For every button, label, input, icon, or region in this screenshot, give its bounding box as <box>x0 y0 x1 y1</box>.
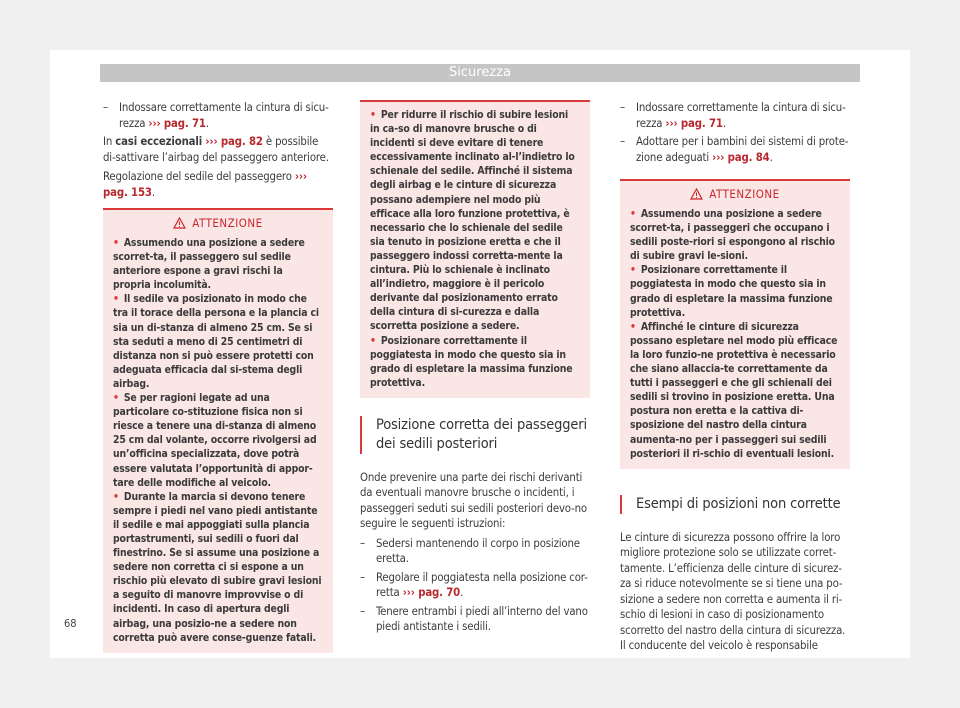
warning-item: • Il sedile va posizionato in modo che tra il torace della persona e la plancia ci sia un di-stanza di almeno 25 cm. Se si sta seduti a meno di 25 centimetri di distanza non si può essere protetti con adeguata efficacia dal si-stema degli airbag. <box>113 293 319 390</box>
section-heading: Posizione corretta dei passeggeri dei sedili posteriori <box>360 416 590 454</box>
warning-item: • Per ridurre il rischio di subire lesioni in ca-so di manovre brusche o di incidenti si deve evitare di tenere eccessivamente inclinato al-l’indietro lo schienale del sedile. Affinché il sistema degli airbag e le cinture di sicurezza possano adempiere nel modo più efficace alla loro funzione protettiva, è necessario che lo schienale del sedile sia tenuto in posizione eretta e che il passeggero indossi corretta-mente la cintura. Più lo schienale è inclinato all’indietro, maggiore è il pericolo derivante dal posizionamento errato della cintura di si-curezza e dalla scorretta posizione a sedere. <box>370 109 575 333</box>
list-item: – Indossare correttamente la cintura di sicu-rezza ››› pag. 71. <box>620 101 846 130</box>
bullet-icon: • <box>113 490 119 503</box>
column-3 <box>620 100 850 658</box>
list-item: – Tenere entrambi i piedi all’interno del vano piedi antistante i sedili. <box>360 604 588 634</box>
page-reference-link[interactable]: ››› pag. 71 <box>148 116 206 130</box>
section-heading: Esempi di posizioni non corrette <box>620 495 850 514</box>
bullet-icon: • <box>113 237 119 249</box>
page-reference-link[interactable]: ››› pag. 82 <box>202 135 263 148</box>
column-2 <box>360 100 590 638</box>
warning-item: • Durante la marcia si devono tenere sempre i piedi nel vano piedi antistante il sedile e mai appoggiati sulla plancia portastrumenti, sui sedili o fuori dal finestrino. Se si assume una posizione a sedere non corretta ci si espone a un rischio più elevato di subire gravi lesioni a seguito di manovre improvvise o di incidenti. In caso di apertura degli airbag, una posizio-ne a sedere non corretta può avere conse-guenze fatali. <box>113 490 322 644</box>
bullet-icon: • <box>630 320 636 333</box>
bullet-icon: • <box>630 208 636 220</box>
bullet-icon: • <box>370 109 376 121</box>
page-reference-link[interactable]: ››› pag. 153 <box>103 170 307 199</box>
warning-item: • Assumendo una posizione a sedere scorret-ta, il passeggero sul sedile anteriore espone a gravi rischi la propria incolumità. <box>113 237 305 292</box>
paragraph: Onde prevenire una parte dei rischi derivanti da eventuali manovre brusche o incidenti, i passeggeri seduti sui sedili posteriori devo-no seguire le seguenti istruzioni: <box>360 470 587 531</box>
dash-glyph: – <box>103 101 108 114</box>
warning-triangle-icon <box>690 188 703 200</box>
page-reference-link[interactable]: ››› pag. 71 <box>665 116 723 130</box>
page-number: 68 <box>64 617 77 630</box>
warning-box-continued <box>360 100 590 398</box>
warning-box <box>620 179 850 469</box>
warning-box <box>103 208 333 653</box>
warning-title: ATTENZIONE <box>113 210 323 236</box>
warning-item: • Affinché le cinture di sicurezza possano espletare nel modo più efficace la loro funzio-ne protettiva è necessario che siano allaccia-te correttamente da tutti i passeggeri e che gli schienali dei sedili si trovino in posizione eretta. Una postura non eretta e la cattiva di-sposizione del nastro della cintura aumenta-no per i passeggeri sui sedili posteriori il ri-schio di eventuali lesioni. <box>630 320 838 460</box>
list-item: – Regolare il poggiatesta nella posizione cor-retta ››› pag. 70. <box>360 570 588 600</box>
page-reference-link[interactable]: ››› pag. 70 <box>402 586 461 600</box>
page-header: Sicurezza <box>100 64 860 82</box>
list-item: – Adottare per i bambini dei sistemi di prote-zione adeguati ››› pag. 84. <box>620 135 849 164</box>
warning-triangle-icon <box>173 217 186 229</box>
paragraph: Le cinture di sicurezza possono offrire la loro migliore protezione solo se utilizzate corret-tamente. L’efficienza delle cinture di sicurez-za si riduce notevolmente se si tiene una po-sizione a sedere non corretta e aumenta il ri-schio di lesioni in caso di posizionamento scorretto del nastro della cintura di sicurezza. Il conducente del veicolo è responsabile <box>620 530 846 653</box>
bullet-icon: • <box>370 334 376 347</box>
bullet-icon: • <box>113 293 119 306</box>
warning-item: • Assumendo una posizione a sedere scorret-ta, i passeggeri che occupano i sedili poste-riori si espongono al rischio di subire gravi le-sioni. <box>630 208 835 263</box>
bullet-icon: • <box>113 392 119 405</box>
list-item: – Indossare correttamente la cintura di sicu-rezza ››› pag. 71. <box>103 101 329 130</box>
warning-title: ATTENZIONE <box>630 181 840 207</box>
paragraph: Regolazione del sedile del passeggero ››› pag. 153. <box>103 170 307 199</box>
page-reference-link[interactable]: ››› pag. 84 <box>712 150 770 164</box>
list-item: – Sedersi mantenendo il corpo in posizione eretta. <box>360 536 580 566</box>
warning-item: • Posizionare correttamente il poggiatesta in modo che questo sia in grado di espletare la massima funzione protettiva. <box>630 264 833 319</box>
warning-item: • Se per ragioni legate ad una particolare co-stituzione fisica non si riesce a tenere una di-stanza di almeno 25 cm dal volante, occorre rivolgersi ad un’officina specializzata, dove potrà essere valutata l’opportunità di appor-tare delle modifiche al veicolo. <box>113 392 317 489</box>
column-1 <box>103 100 333 653</box>
paragraph: In casi eccezionali ››› pag. 82 è possibile di-sattivare l’airbag del passeggero anteriore. <box>103 135 329 164</box>
bullet-icon: • <box>630 264 636 277</box>
warning-item: • Posizionare correttamente il poggiatesta in modo che questo sia in grado di espletare la massima funzione protettiva. <box>370 334 573 389</box>
